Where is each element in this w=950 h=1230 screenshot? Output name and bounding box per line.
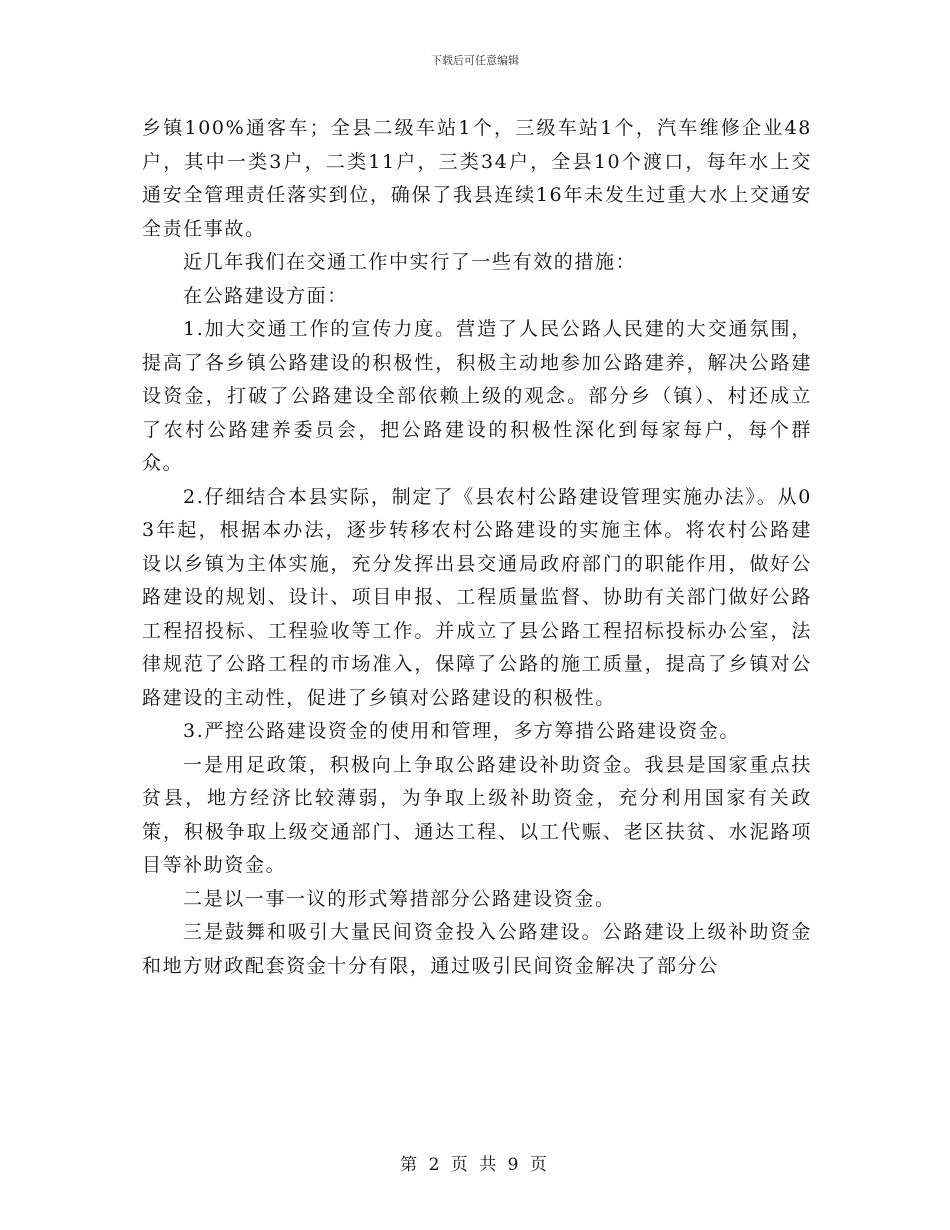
page-header: 下载后可任意编辑 [431, 54, 519, 67]
paragraph-7: 一是用足政策，积极向上争取公路建设补助资金。我县是国家重点扶贫县，地方经济比较薄弱，为争取上级补助资金，充分利用国家有关政策，积极争取上级交通部门、通达工程、以工代赈、老区扶贫、水泥路项目等补助资金。 [142, 753, 812, 876]
document-body [142, 112, 812, 983]
page-number: 第 2 页 共 9 页 [400, 1155, 550, 1175]
paragraph-5: 2.仔细结合本县实际，制定了《县农村公路建设管理实施办法》。从03年起，根据本办法，逐步转移农村公路建设的实施主体。将农村公路建设以乡镇为主体实施，充分发挥出县交通局政府部门的职能作用，做好公路建设的规划、设计、项目申报、工程质量监督、协助有关部门做好公路工程招投标、工程验收等工作。并成立了县公路工程招标投标办公室，法律规范了公路工程的市场准入，保障了公路的施工质量，提高了乡镇对公路建设的主动性，促进了乡镇对公路建设的积极性。 [142, 485, 812, 709]
paragraph-6: 3.严控公路建设资金的使用和管理，多方筹措公路建设资金。 [183, 720, 740, 742]
paragraph-1: 乡镇100%通客车；全县二级车站1个，三级车站1个，汽车维修企业48户，其中一类3户，二类11户，三类34户，全县10个渡口，每年水上交通安全管理责任落实到位，确保了我县连续16年未发生过重大水上交通安全责任事故。 [142, 117, 812, 240]
paragraph-9: 三是鼓舞和吸引大量民间资金投入公路建设。公路建设上级补助资金和地方财政配套资金十分有限，通过吸引民间资金解决了部分公 [142, 921, 812, 977]
paragraph-2: 近几年我们在交通工作中实行了一些有效的措施： [183, 251, 637, 273]
paragraph-4: 1.加大交通工作的宣传力度。营造了人民公路人民建的大交通氛围，提高了各乡镇公路建设的积极性，积极主动地参加公路建养，解决公路建设资金，打破了公路建设全部依赖上级的观念。部分乡（镇）、村还成立了农村公路建养委员会，把公路建设的积极性深化到每家每户，每个群众。 [142, 318, 812, 474]
paragraph-3: 在公路建设方面： [183, 284, 348, 307]
paragraph-8: 二是以一事一议的形式筹措部分公路建设资金。 [183, 887, 616, 910]
